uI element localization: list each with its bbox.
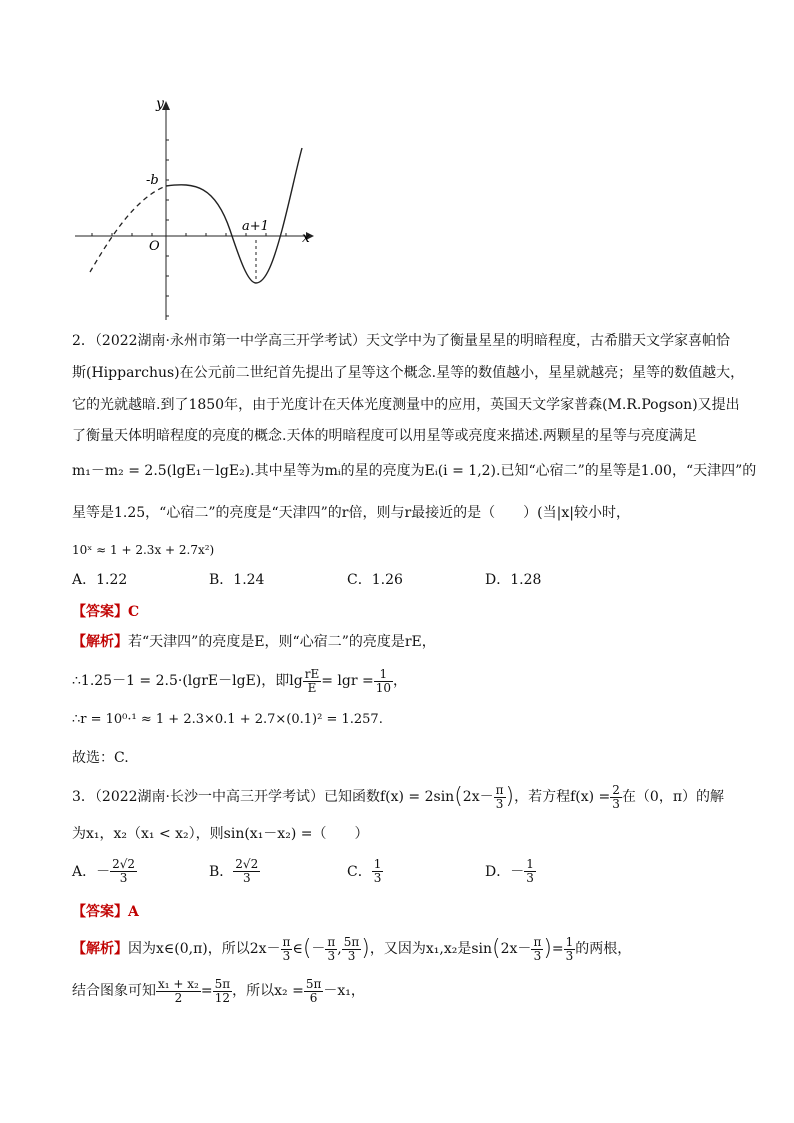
q2-line3: 它的光就越暗.到了1850年，由于光度计在天体光度测量中的应用，英国天文学家普森(M.R.Pogson)又提出 [72,397,740,413]
q3-analysis-line2 [72,974,365,1008]
q3-opt-c-frac: $\frac{1}{3}$ [373,857,382,885]
q3-a4: , [337,941,342,957]
q2-conclusion: 故选：C. [72,750,129,766]
q2-step1 [72,664,407,698]
paren-open-2: ( [302,936,312,961]
a1-label: a+1 [242,219,269,234]
answer-value: C [128,604,140,620]
q3-a-frac1: $\frac{\pi}{3}$ [282,934,291,963]
q3-b4: ，所以x₂ = [232,983,304,999]
step1-text: ∴1.25－1 = 2.5·(lgrE－lgE)，即lg [72,673,303,689]
paren-open: ( [454,784,463,809]
q2-step2: ∴r = 10⁰·¹ ≈ 1 + 2.3×0.1 + 2.7×(0.1)² = 1.257. [72,712,383,727]
step1-result-frac: $\frac{1}{10}$ [375,666,391,695]
step1-tail: = lgr = [321,673,374,689]
q2-line2: 斯(Hipparchus)在公元前二世纪首先提出了星等这个概念.星等的数值越小，星星就越亮；星等的数值越大， [72,365,745,381]
two-thirds: $\frac{2}{3}$ [612,782,620,811]
q3-a6: 2x－ [500,941,532,957]
q3-b1: 结合图象可知 [72,983,156,999]
q3-a1: 因为x∈(0,π)，所以2x－ [128,941,281,957]
q3-text-c: ，若方程f(x) = [514,789,611,805]
q2-line1: 2．（2022湖南·永州市第一中学高三开学考试）天文学中为了衡量星星的明暗程度，古希腊天文学家喜帕恰 [72,333,730,349]
b-label: -b [146,173,159,188]
q3-option-a [72,858,137,885]
q3-analysis-label: 【解析】 [72,941,128,957]
q3-opt-a-label: A．－ [72,863,111,880]
origin-label: O [149,239,160,254]
q3-b6: －x₁， [323,983,365,999]
q3-opt-d-frac: $\frac{1}{3}$ [526,857,534,885]
q3-answer-label: 【答案】 [72,904,128,920]
q3-analysis-line1 [72,932,631,966]
q3-answer-value: A [128,904,139,920]
q3-text-a: 3．（2022湖南·长沙一中高三开学考试）已知函数f(x) = 2sin [72,789,455,805]
q2-analysis [72,632,436,652]
q3-a-frac5: $\frac{1}{3}$ [565,934,574,963]
q3-a5: ，又因为x₁,x₂是sin [369,941,493,957]
q2-line4: 了衡量天体明暗程度的亮度的概念.天体的明暗程度可以用星等或亮度来描述.两颗星的星等与亮度满足 [72,428,697,444]
dashed-curve [90,186,166,272]
q2-option-a: A．1.22 [72,572,128,588]
q3-opt-a-frac: $\frac{2√2}{3}$ [112,857,136,885]
q3-option-d [485,858,536,885]
q2-line6: 星等是1.25，“心宿二”的亮度是“天津四”的r倍，则与r最接近的是（ ）(当|x|较小时， [72,505,630,521]
q3-opt-b-label: B． [209,863,234,880]
q2-line5: m₁－m₂ = 2.5(lgE₁－lgE₂).其中星等为mᵢ的星的亮度为Eᵢ(i = 1,2).已知“心宿二”的星等是1.00，“天津四”的 [72,463,757,479]
q2-line7: 10ˣ ≈ 1 + 2.3x + 2.7x²) [72,543,215,557]
q3-a-frac4: $\frac{\pi}{3}$ [533,934,542,963]
q3-b-frac2: $\frac{5\pi}{12}$ [214,976,231,1005]
q3-opt-c-label: C． [347,863,372,880]
y-label: y [156,96,164,112]
q3-text-d: 在（0，π）的解 [621,789,725,805]
q2-answer [72,602,139,622]
q3-a7: = [551,941,564,957]
answer-label: 【答案】 [72,604,128,620]
q3-opt-d-label: D．－ [485,863,525,880]
q3-text-b: 2x－ [462,789,494,805]
q3-b-frac1: $\frac{\text{x₁ + x₂}}{2}$ [158,976,199,1005]
function-graph [70,90,320,325]
q3-answer [72,902,139,922]
q3-a-frac3: $\frac{5\pi}{3}$ [343,934,360,963]
q2-option-d: D．1.28 [485,572,542,588]
paren-open-3: ( [492,936,501,961]
q3-line1 [72,780,724,814]
q3-opt-b-frac: $\frac{2√2}{3}$ [235,857,259,885]
q3-a8: 的两根， [575,941,632,957]
x-label: x [302,230,310,246]
q3-option-c [347,858,383,885]
q3-option-b [209,858,260,885]
solid-curve [166,148,302,283]
q3-b-frac3: $\frac{5\pi}{6}$ [305,976,322,1005]
q2-option-b: B．1.24 [209,572,265,588]
q3-a2: ∈ [292,941,303,957]
step1-end: ， [393,673,407,689]
q2-option-c: C．1.26 [347,572,403,588]
paren-close-3: ) [543,936,552,961]
q3-b2: = [200,983,213,999]
q3-line2: 为x₁，x₂（x₁ < x₂），则sin(x₁－x₂) =（ ） [72,826,369,842]
q3-a3: － [311,941,326,957]
paren-close-2: ) [361,936,370,961]
analysis-text: 若“天津四”的亮度是E，则“心宿二”的亮度是rE， [128,634,436,650]
step1-frac: $\frac{rE}{E}$ [304,666,320,695]
analysis-label: 【解析】 [72,634,128,650]
paren-close: ) [505,784,515,809]
q3-a-frac2: $\frac{\pi}{3}$ [327,934,336,963]
pi-over-3: $\frac{\pi}{3}$ [495,782,504,811]
